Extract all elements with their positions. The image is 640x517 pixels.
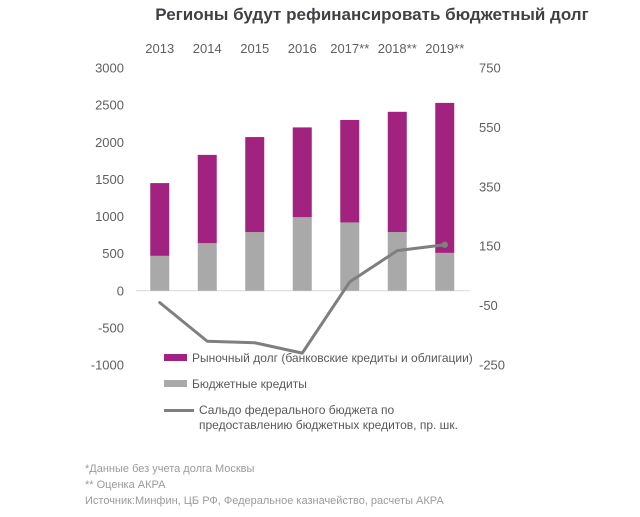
bar-segment-budget-credits bbox=[293, 217, 312, 291]
left-axis-tick: 1000 bbox=[95, 209, 124, 224]
bar-segment-budget-credits bbox=[388, 232, 407, 291]
footnote-moscow-excluded: *Данные без учета долга Москвы bbox=[85, 463, 255, 475]
bar-segment-budget-credits bbox=[198, 243, 217, 291]
category-label: 2014 bbox=[192, 41, 222, 56]
footnote-sources: Источник:Минфин, ЦБ РФ, Федеральное казначейство, расчеты АКРА bbox=[85, 495, 444, 507]
bar-segment-market-debt bbox=[245, 137, 264, 232]
bar-segment-market-debt bbox=[435, 103, 454, 253]
category-label: 2018** bbox=[377, 41, 417, 56]
right-axis-tick: 150 bbox=[479, 238, 501, 254]
right-axis-tick: -50 bbox=[479, 298, 498, 314]
bar-segment-market-debt bbox=[388, 112, 407, 232]
bar-segment-budget-credits bbox=[245, 232, 264, 291]
bar-segment-market-debt bbox=[293, 127, 312, 217]
legend bbox=[164, 351, 482, 433]
left-axis-tick: -500 bbox=[97, 320, 124, 336]
budget-credits-swatch-icon bbox=[164, 380, 187, 387]
category-label: 2019** bbox=[425, 41, 465, 56]
category-label: 2015 bbox=[240, 41, 270, 56]
legend-item-market-debt bbox=[164, 351, 482, 366]
legend-item-budget-credits bbox=[164, 377, 482, 392]
left-axis-tick: 1500 bbox=[95, 171, 124, 187]
legend-label-market-debt: Рыночный долг (банковские кредиты и облигации) bbox=[192, 351, 473, 365]
left-axis-tick: -1000 bbox=[90, 357, 124, 373]
balance-line-end-dot bbox=[442, 242, 448, 248]
legend-item-balance-line bbox=[164, 403, 482, 433]
left-axis-tick: 500 bbox=[102, 246, 124, 262]
left-axis-tick: 2000 bbox=[95, 134, 124, 150]
bar-segment-market-debt bbox=[150, 183, 169, 256]
bar-segment-market-debt bbox=[340, 120, 359, 222]
legend-label-balance-line: Сальдо федерального бюджета по предоставлению бюджетных кредитов, пр. шк. bbox=[199, 403, 458, 432]
bar-segment-budget-credits bbox=[150, 256, 169, 291]
bar-segment-market-debt bbox=[198, 155, 217, 243]
right-axis-tick: 350 bbox=[479, 179, 501, 195]
footnote-acra-estimate: ** Оценка АКРА bbox=[85, 479, 166, 491]
category-label: 2016 bbox=[287, 41, 317, 56]
category-label: 2017** bbox=[330, 41, 370, 56]
bar-segment-budget-credits bbox=[435, 253, 454, 291]
market-debt-swatch-icon bbox=[164, 354, 187, 361]
left-axis-tick: 0 bbox=[116, 283, 124, 299]
right-axis-tick: -250 bbox=[479, 357, 506, 373]
footnotes bbox=[85, 461, 444, 509]
balance-line-swatch-icon bbox=[164, 409, 194, 412]
left-axis-tick: 3000 bbox=[95, 60, 124, 76]
left-axis-tick: 2500 bbox=[95, 97, 124, 113]
legend-label-budget-credits: Бюджетные кредиты bbox=[192, 377, 307, 391]
right-axis-tick: 550 bbox=[479, 119, 501, 135]
category-label: 2013 bbox=[145, 41, 175, 56]
right-axis-tick: 750 bbox=[479, 60, 501, 76]
chart-title: Регионы будут рефинансировать бюджетный долг bbox=[155, 5, 589, 24]
